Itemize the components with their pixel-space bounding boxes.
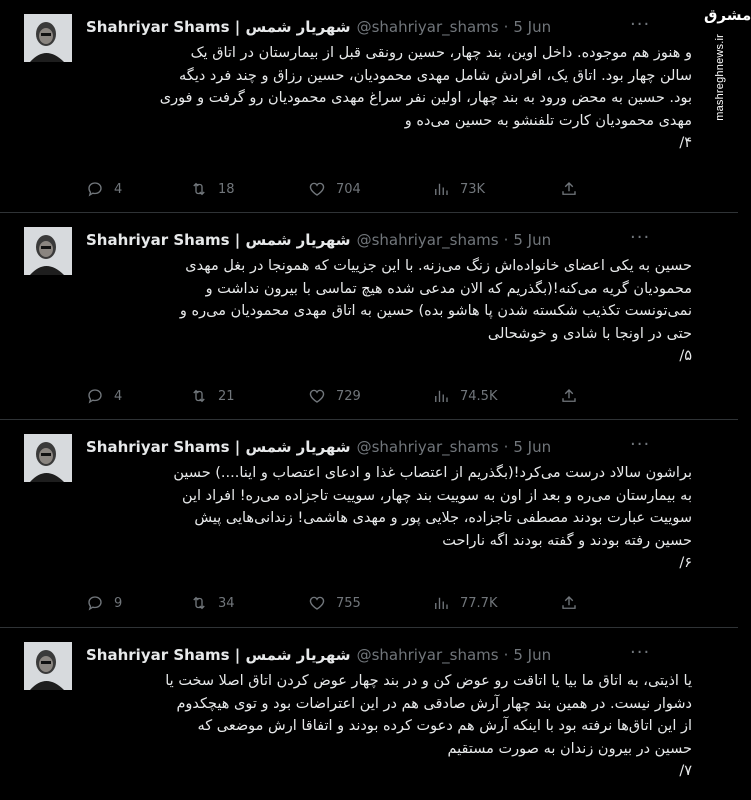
tweet-text-line: دشوار نیست. در همین بند چهار آرش صادقی هم در این اعتراضات بود و توی هیچکدوم xyxy=(176,695,692,712)
heart-icon xyxy=(308,180,326,198)
retweet-button[interactable] xyxy=(190,384,235,408)
author-name[interactable]: Shahriyar Shams | شهریار شمس xyxy=(86,646,351,664)
separator: · xyxy=(503,646,509,664)
reply-count: 4 xyxy=(114,181,123,197)
retweet-icon xyxy=(190,180,208,198)
watermark-logo: مشرق xyxy=(704,6,751,24)
author-handle[interactable]: @shahriyar_shams xyxy=(356,18,499,36)
tweet-text-line: و هنوز هم موجوده. داخل اوین، بند چهار، حسین رونقی قبل از بیمارستان در اتاق یک xyxy=(190,45,692,61)
share-icon xyxy=(560,180,578,198)
author-handle[interactable]: @shahriyar_shams xyxy=(356,646,499,664)
author-name[interactable]: Shahriyar Shams | شهریار شمس xyxy=(86,18,351,36)
retweet-button[interactable] xyxy=(190,177,235,201)
tweet-actions xyxy=(86,591,586,615)
views-icon xyxy=(432,180,450,198)
views-button[interactable] xyxy=(432,384,497,408)
share-button[interactable] xyxy=(560,177,578,201)
retweet-icon xyxy=(190,594,208,612)
more-options-icon[interactable]: ··· xyxy=(630,642,651,663)
tweet-text-line: به بیمارستان می‌ره و بعد از اون به سوییت بند چهار، سوییت تاجزاده می‌ره! افراد این xyxy=(181,487,692,504)
tweet[interactable] xyxy=(0,420,738,628)
author-name[interactable]: Shahriyar Shams | شهریار شمس xyxy=(86,231,351,249)
like-count: 729 xyxy=(336,388,361,404)
reply-icon xyxy=(86,387,104,405)
tweet-date[interactable]: 5 Jun xyxy=(513,18,552,36)
reply-count: 4 xyxy=(114,388,123,404)
tweet-text xyxy=(86,462,692,575)
reply-button[interactable] xyxy=(86,177,122,201)
tweet-text-line: حسین در بیرون زندان به صورت مستقیم xyxy=(447,740,692,757)
like-count: 755 xyxy=(336,595,361,611)
thread-number: ۴/ xyxy=(679,135,692,151)
tweet-date[interactable]: 5 Jun xyxy=(513,438,552,456)
share-button[interactable] xyxy=(560,591,578,615)
tweet-header xyxy=(86,16,551,38)
views-button[interactable] xyxy=(432,177,485,201)
retweet-button[interactable] xyxy=(190,591,235,615)
retweet-count: 34 xyxy=(218,595,235,611)
avatar[interactable] xyxy=(24,14,72,62)
tweet-text xyxy=(86,42,692,155)
reply-icon xyxy=(86,180,104,198)
author-name[interactable]: Shahriyar Shams | شهریار شمس xyxy=(86,438,351,456)
views-button[interactable] xyxy=(432,591,497,615)
like-button[interactable] xyxy=(308,177,361,201)
tweet[interactable] xyxy=(0,213,738,420)
like-count: 704 xyxy=(336,181,361,197)
share-icon xyxy=(560,594,578,612)
share-icon xyxy=(560,387,578,405)
watermark xyxy=(702,0,751,130)
view-count: 73K xyxy=(460,181,486,197)
heart-icon xyxy=(308,387,326,405)
tweet[interactable] xyxy=(0,0,751,213)
tweet-text-line: محمودیان گریه می‌کنه!(بگذریم که الان مدعی شده هیچ تماسی با بیرون نداشت و xyxy=(205,280,692,297)
tweet-actions xyxy=(86,177,586,201)
retweet-count: 18 xyxy=(218,181,235,197)
retweet-icon xyxy=(190,387,208,405)
more-options-icon[interactable]: ··· xyxy=(630,227,651,248)
tweet-actions xyxy=(86,384,586,408)
retweet-count: 21 xyxy=(218,388,235,404)
tweet-text-line: حسین به یکی اعضای خانواده‌اش زنگ می‌زنه. با این جزییات که همونجا در بغل مهدی xyxy=(185,258,692,274)
more-options-icon[interactable]: ··· xyxy=(630,14,651,35)
avatar[interactable] xyxy=(24,434,72,482)
tweet-text-line: نمی‌تونست تکذیب شکسته شدن پا هاشو بده) حسین به اتاق مهدی محمودیان می‌ره و xyxy=(179,303,692,319)
reply-count: 9 xyxy=(114,595,123,611)
tweet-text-line: براشون سالاد درست می‌کرد!(بگذریم از اعتصاب غذا و ادعای اعتصاب و اینا....) حسین xyxy=(173,465,692,481)
views-icon xyxy=(432,594,450,612)
avatar[interactable] xyxy=(24,227,72,275)
reply-icon xyxy=(86,594,104,612)
like-button[interactable] xyxy=(308,591,361,615)
tweet[interactable] xyxy=(0,628,738,800)
view-count: 77.7K xyxy=(460,595,498,611)
view-count: 74.5K xyxy=(460,388,498,404)
thread-number: ۶/ xyxy=(679,555,692,571)
tweet-text-line: از این اتاق‌ها نرفته بود با اینکه آرش هم دعوت کرده بودند و اتفاقا ارش موضعی که xyxy=(197,718,692,734)
tweet-text-line: حتی در اونجا با شادی و خوشحالی xyxy=(487,325,692,342)
reply-button[interactable] xyxy=(86,384,122,408)
author-handle[interactable]: @shahriyar_shams xyxy=(356,438,499,456)
views-icon xyxy=(432,387,450,405)
tweet-text-line: سوییت عبارت بودند مصطفی تاجزاده، جلایی پور و مهدی هاشمی! زندانی‌هایی پیش xyxy=(194,510,692,526)
more-options-icon[interactable]: ··· xyxy=(630,434,651,455)
author-handle[interactable]: @shahriyar_shams xyxy=(356,231,499,249)
share-button[interactable] xyxy=(560,384,578,408)
reply-button[interactable] xyxy=(86,591,122,615)
avatar[interactable] xyxy=(24,642,72,690)
tweet-date[interactable]: 5 Jun xyxy=(513,231,552,249)
like-button[interactable] xyxy=(308,384,361,408)
tweet-text-line: بود. حسین به محض ورود به بند چهار، اولین نفر سراغ مهدی محمودیان رو گرفت و فوری xyxy=(159,90,692,106)
tweet-text xyxy=(86,670,692,783)
tweet-text-line: یا اذیتی، به اتاق ما بیا یا اتاقت رو عوض کن و در بند چهار عوض کردن اتاق اصلا سخت یا xyxy=(165,673,692,689)
tweet-date[interactable]: 5 Jun xyxy=(513,646,552,664)
tweet-text-line: حسین رفته بودند و گفته بودند اگه ناراحت xyxy=(442,532,692,549)
thread-number: ۵/ xyxy=(679,348,692,364)
tweet-text xyxy=(86,255,692,368)
heart-icon xyxy=(308,594,326,612)
tweet-header xyxy=(86,436,551,458)
tweet-header xyxy=(86,229,551,251)
thread-number: ۷/ xyxy=(679,763,692,779)
tweet-text-line: مهدی محمودیان کارت تلفنشو به حسین می‌ده و xyxy=(404,112,692,129)
tweet-header xyxy=(86,644,551,666)
separator: · xyxy=(503,438,509,456)
separator: · xyxy=(503,231,509,249)
separator: · xyxy=(503,18,509,36)
tweet-text-line: سالن چهار بود. اتاق یک، افرادش شامل مهدی محمودیان، حسین رزاق و چند فرد دیگه xyxy=(179,67,692,84)
watermark-site: mashreghnews.ir xyxy=(714,34,726,121)
